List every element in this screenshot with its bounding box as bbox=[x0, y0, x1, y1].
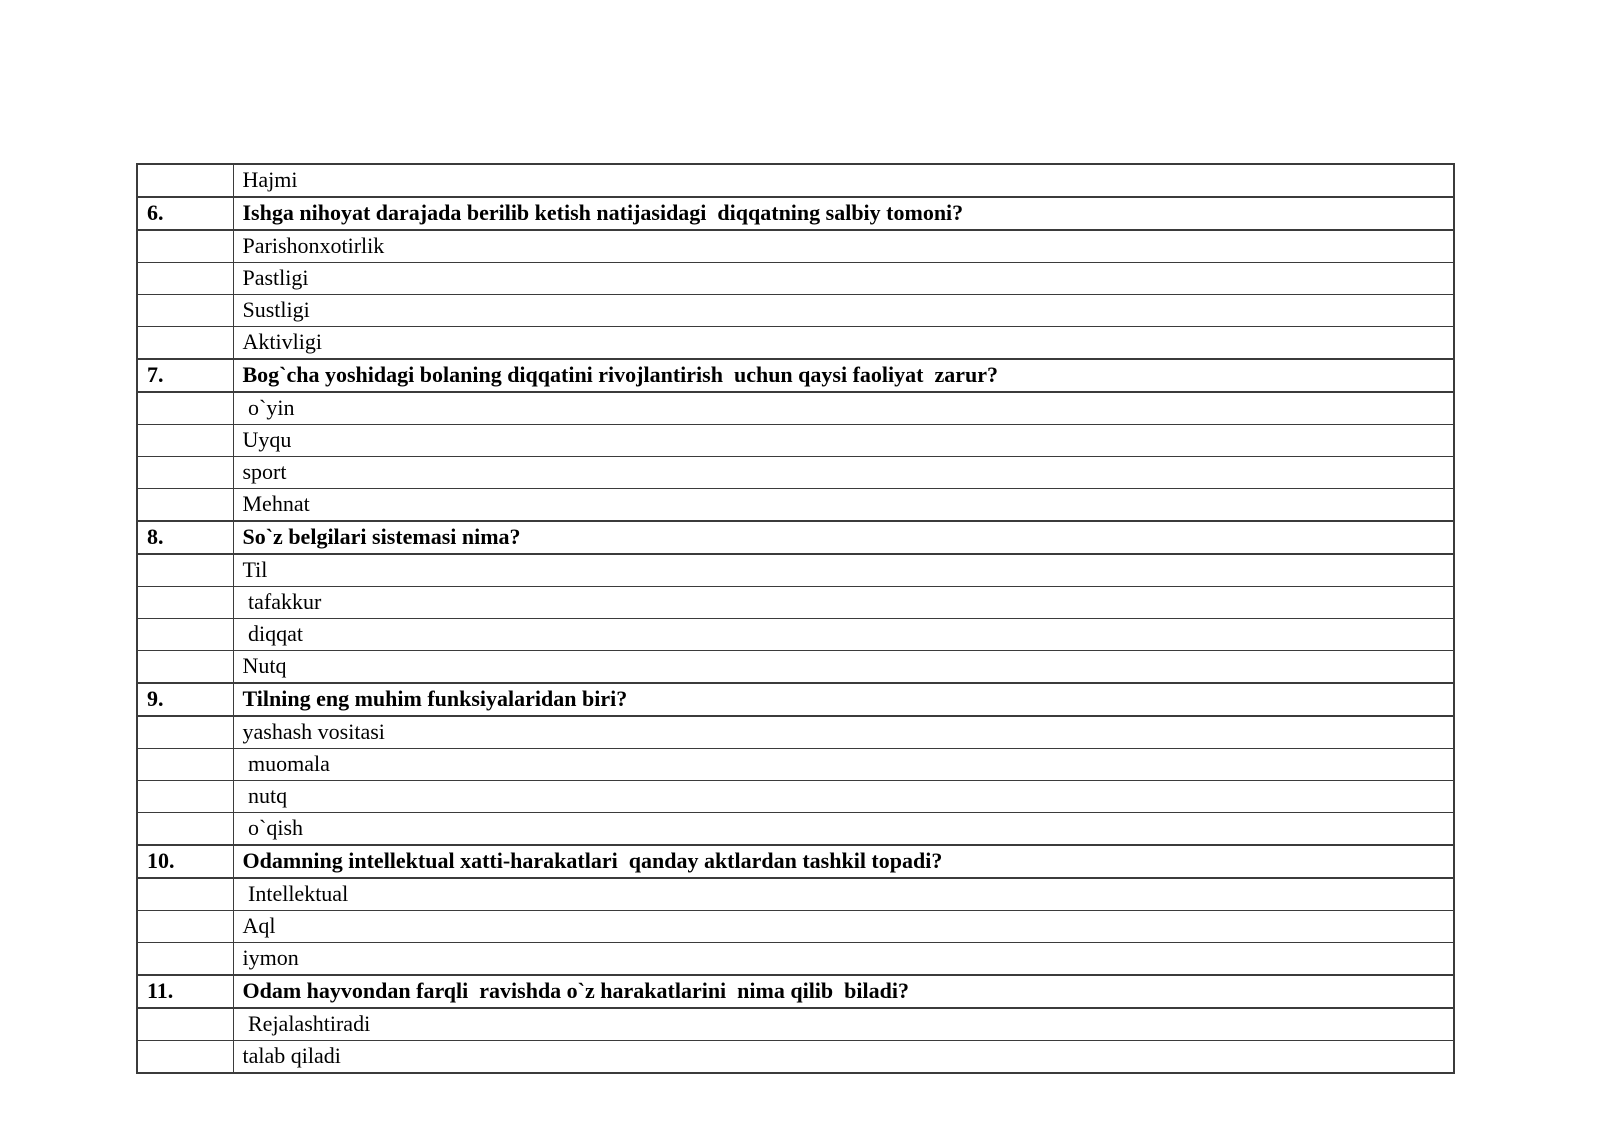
question-number-cell bbox=[137, 295, 233, 327]
table-row bbox=[137, 1041, 1454, 1074]
answer-cell: o`qish bbox=[233, 813, 1454, 846]
table-row bbox=[137, 1008, 1454, 1041]
question-cell: Ishga nihoyat darajada berilib ketish natijasidagi diqqatning salbiy tomoni? bbox=[233, 197, 1454, 230]
answer-cell: Parishonxotirlik bbox=[233, 230, 1454, 263]
question-number-cell: 8. bbox=[137, 521, 233, 554]
question-number-cell bbox=[137, 392, 233, 425]
answer-cell: Intellektual bbox=[233, 878, 1454, 911]
answer-cell: iymon bbox=[233, 943, 1454, 976]
table-row bbox=[137, 619, 1454, 651]
answer-cell: o`yin bbox=[233, 392, 1454, 425]
quiz-table bbox=[136, 163, 1455, 1074]
question-number-cell bbox=[137, 457, 233, 489]
question-row bbox=[137, 683, 1454, 716]
question-number-cell: 11. bbox=[137, 975, 233, 1008]
table-row bbox=[137, 554, 1454, 587]
question-cell: Odamning intellektual xatti-harakatlari qanday aktlardan tashkil topadi? bbox=[233, 845, 1454, 878]
question-row bbox=[137, 975, 1454, 1008]
question-row bbox=[137, 521, 1454, 554]
question-number-cell bbox=[137, 164, 233, 197]
question-number-cell bbox=[137, 425, 233, 457]
question-number-cell: 6. bbox=[137, 197, 233, 230]
question-number-cell bbox=[137, 554, 233, 587]
table-row bbox=[137, 651, 1454, 684]
table-row bbox=[137, 392, 1454, 425]
answer-cell: Uyqu bbox=[233, 425, 1454, 457]
question-number-cell bbox=[137, 1008, 233, 1041]
question-number-cell: 10. bbox=[137, 845, 233, 878]
answer-cell: Mehnat bbox=[233, 489, 1454, 522]
table-row bbox=[137, 263, 1454, 295]
question-number-cell bbox=[137, 813, 233, 846]
answer-cell: Sustligi bbox=[233, 295, 1454, 327]
table-row bbox=[137, 230, 1454, 263]
table-row bbox=[137, 943, 1454, 976]
question-number-cell bbox=[137, 749, 233, 781]
answer-cell: nutq bbox=[233, 781, 1454, 813]
answer-cell: Til bbox=[233, 554, 1454, 587]
question-number-cell bbox=[137, 651, 233, 684]
answer-cell: Hajmi bbox=[233, 164, 1454, 197]
question-number-cell bbox=[137, 230, 233, 263]
table-row bbox=[137, 749, 1454, 781]
question-number-cell bbox=[137, 619, 233, 651]
question-number-cell: 7. bbox=[137, 359, 233, 392]
answer-cell: sport bbox=[233, 457, 1454, 489]
answer-cell: tafakkur bbox=[233, 587, 1454, 619]
table-row bbox=[137, 489, 1454, 522]
question-row bbox=[137, 197, 1454, 230]
table-row bbox=[137, 781, 1454, 813]
answer-cell: Pastligi bbox=[233, 263, 1454, 295]
answer-cell: talab qiladi bbox=[233, 1041, 1454, 1074]
answer-cell: Aql bbox=[233, 911, 1454, 943]
question-number-cell bbox=[137, 943, 233, 976]
question-number-cell bbox=[137, 1041, 233, 1074]
table-row bbox=[137, 716, 1454, 749]
question-cell: Odam hayvondan farqli ravishda o`z harakatlarini nima qilib biladi? bbox=[233, 975, 1454, 1008]
question-number-cell bbox=[137, 878, 233, 911]
answer-cell: muomala bbox=[233, 749, 1454, 781]
table-row bbox=[137, 911, 1454, 943]
answer-cell: yashash vositasi bbox=[233, 716, 1454, 749]
question-number-cell bbox=[137, 489, 233, 522]
question-cell: Tilning eng muhim funksiyalaridan biri? bbox=[233, 683, 1454, 716]
table-row bbox=[137, 295, 1454, 327]
answer-cell: diqqat bbox=[233, 619, 1454, 651]
table-row bbox=[137, 878, 1454, 911]
table-row bbox=[137, 587, 1454, 619]
question-number-cell bbox=[137, 263, 233, 295]
question-cell: So`z belgilari sistemasi nima? bbox=[233, 521, 1454, 554]
question-number-cell bbox=[137, 327, 233, 360]
answer-cell: Nutq bbox=[233, 651, 1454, 684]
answer-cell: Rejalashtiradi bbox=[233, 1008, 1454, 1041]
question-number-cell bbox=[137, 587, 233, 619]
table-row bbox=[137, 164, 1454, 197]
table-row bbox=[137, 813, 1454, 846]
question-row bbox=[137, 359, 1454, 392]
question-cell: Bog`cha yoshidagi bolaning diqqatini rivojlantirish uchun qaysi faoliyat zarur? bbox=[233, 359, 1454, 392]
table-row bbox=[137, 425, 1454, 457]
answer-cell: Aktivligi bbox=[233, 327, 1454, 360]
question-number-cell: 9. bbox=[137, 683, 233, 716]
table-row bbox=[137, 327, 1454, 360]
question-number-cell bbox=[137, 911, 233, 943]
quiz-table-body bbox=[137, 164, 1454, 1073]
question-row bbox=[137, 845, 1454, 878]
question-number-cell bbox=[137, 781, 233, 813]
table-row bbox=[137, 457, 1454, 489]
question-number-cell bbox=[137, 716, 233, 749]
